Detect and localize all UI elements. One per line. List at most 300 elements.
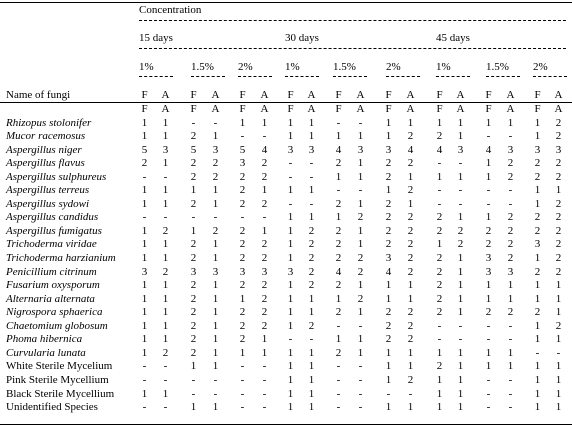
- value-cell: 1: [457, 306, 464, 319]
- value-cell: 2: [436, 292, 443, 305]
- value-cell: -: [262, 387, 267, 400]
- value-cell: 1: [555, 184, 562, 197]
- value-cell: 2: [212, 170, 219, 183]
- value-cell: 2: [190, 346, 197, 359]
- value-cell: 1: [357, 224, 364, 237]
- value-cell: 1: [457, 265, 464, 278]
- concentration-underline: [436, 76, 470, 77]
- value-cell: 1: [287, 224, 294, 237]
- fa-header-cell: A: [356, 89, 365, 101]
- value-cell: 1: [212, 401, 219, 414]
- value-cell: 2: [239, 170, 246, 183]
- value-cell: 1: [555, 387, 562, 400]
- value-cell: 2: [308, 319, 315, 332]
- fa-header-cell: F: [239, 89, 246, 101]
- value-cell: 2: [190, 279, 197, 292]
- fungus-name: Alternaria alternata: [6, 292, 95, 305]
- value-cell: -: [437, 197, 442, 210]
- value-cell: 1: [436, 401, 443, 414]
- value-cell: 2: [357, 265, 364, 278]
- value-cell: 2: [534, 211, 541, 224]
- value-cell: 5: [141, 143, 148, 156]
- value-cell: 1: [457, 279, 464, 292]
- value-cell: 1: [308, 387, 315, 400]
- value-cell: 1: [308, 346, 315, 359]
- table-row: [0, 347, 572, 361]
- value-cell: 1: [485, 211, 492, 224]
- value-cell: 1: [287, 306, 294, 319]
- value-cell: -: [437, 333, 442, 346]
- value-cell: 1: [436, 387, 443, 400]
- value-cell: 3: [457, 143, 464, 156]
- value-cell: -: [386, 387, 391, 400]
- fungus-name: Aspergillus niger: [6, 143, 82, 156]
- value-cell: 1: [485, 157, 492, 170]
- value-cell: 2: [190, 238, 197, 251]
- value-cell: 4: [335, 265, 342, 278]
- value-cell: 1: [507, 292, 514, 305]
- value-cell: 1: [190, 224, 197, 237]
- value-cell: 1: [385, 292, 392, 305]
- value-cell: 2: [436, 211, 443, 224]
- value-cell: 1: [357, 197, 364, 210]
- value-cell: 1: [141, 238, 148, 251]
- value-cell: 3: [507, 143, 514, 156]
- value-cell: 1: [239, 292, 246, 305]
- value-cell: 1: [357, 346, 364, 359]
- value-cell: -: [458, 319, 463, 332]
- fa-subheader-cell: A: [456, 103, 465, 115]
- fungus-name: Penicillium citrinum: [6, 265, 97, 278]
- value-cell: 1: [555, 401, 562, 414]
- fa-subheader-cell: F: [335, 103, 342, 115]
- value-cell: 3: [385, 143, 392, 156]
- value-cell: -: [486, 373, 491, 386]
- value-cell: 1: [190, 401, 197, 414]
- value-cell: 1: [357, 306, 364, 319]
- value-cell: -: [240, 373, 245, 386]
- value-cell: 1: [555, 279, 562, 292]
- value-cell: 1: [287, 211, 294, 224]
- concentration-underline: [285, 76, 319, 77]
- table-row: [0, 252, 572, 266]
- value-cell: 1: [287, 373, 294, 386]
- value-cell: 2: [212, 157, 219, 170]
- value-cell: -: [486, 387, 491, 400]
- value-cell: 1: [287, 346, 294, 359]
- value-cell: 1: [141, 333, 148, 346]
- value-cell: -: [508, 401, 513, 414]
- value-cell: 1: [534, 319, 541, 332]
- value-cell: 2: [261, 306, 268, 319]
- value-cell: 1: [485, 292, 492, 305]
- fa-subheader-cell: F: [436, 103, 443, 115]
- period-15-days: 15 days: [139, 32, 173, 44]
- value-cell: 1: [162, 238, 169, 251]
- value-cell: 1: [457, 387, 464, 400]
- fungus-name: Nigrospora sphaerica: [6, 306, 103, 319]
- table-row: [0, 130, 572, 144]
- value-cell: 1: [407, 401, 414, 414]
- value-cell: -: [556, 346, 561, 359]
- value-cell: -: [191, 116, 196, 129]
- value-cell: -: [142, 211, 147, 224]
- value-cell: 3: [507, 265, 514, 278]
- value-cell: 1: [385, 401, 392, 414]
- value-cell: 4: [261, 143, 268, 156]
- value-cell: 1: [457, 170, 464, 183]
- value-cell: -: [535, 346, 540, 359]
- concentration-underline: [533, 76, 567, 77]
- value-cell: 2: [239, 197, 246, 210]
- value-cell: 1: [141, 184, 148, 197]
- value-cell: 2: [436, 130, 443, 143]
- value-cell: 4: [407, 143, 414, 156]
- fa-subheader-cell: A: [554, 103, 563, 115]
- fa-header-cell: A: [506, 89, 515, 101]
- value-cell: -: [336, 373, 341, 386]
- value-cell: 2: [407, 306, 414, 319]
- value-cell: 1: [534, 401, 541, 414]
- value-cell: 1: [212, 346, 219, 359]
- value-cell: -: [508, 333, 513, 346]
- value-cell: 1: [261, 224, 268, 237]
- value-cell: 1: [555, 333, 562, 346]
- value-cell: 1: [239, 116, 246, 129]
- value-cell: 1: [308, 292, 315, 305]
- value-cell: 3: [485, 252, 492, 264]
- value-cell: 1: [162, 319, 169, 332]
- value-cell: -: [240, 211, 245, 224]
- table-row: [0, 211, 572, 225]
- value-cell: -: [288, 170, 293, 183]
- value-cell: -: [437, 157, 442, 170]
- value-cell: -: [191, 373, 196, 386]
- value-cell: -: [191, 211, 196, 224]
- value-cell: 1: [534, 373, 541, 386]
- value-cell: -: [336, 184, 341, 197]
- name-column-header: Name of fungi: [6, 89, 71, 101]
- value-cell: 1: [357, 170, 364, 183]
- value-cell: -: [163, 170, 168, 183]
- concentration-underline: [139, 20, 566, 21]
- value-cell: 1: [485, 170, 492, 183]
- fungus-name: Unidentified Species: [6, 401, 98, 414]
- value-cell: 1: [534, 387, 541, 400]
- value-cell: 2: [335, 224, 342, 237]
- fa-header-cell: F: [385, 89, 392, 101]
- value-cell: 2: [335, 346, 342, 359]
- value-cell: 2: [555, 265, 562, 278]
- concentration-underline: [333, 76, 367, 77]
- value-cell: -: [358, 401, 363, 414]
- value-cell: -: [240, 360, 245, 373]
- value-cell: 1: [287, 116, 294, 129]
- value-cell: 2: [485, 306, 492, 319]
- fa-header-cell: A: [260, 89, 269, 101]
- period-30-days: 30 days: [285, 32, 319, 44]
- fungus-name: Aspergillus candidus: [6, 211, 99, 224]
- value-cell: 1: [335, 170, 342, 183]
- value-cell: 2: [507, 157, 514, 170]
- table-row: [0, 198, 572, 212]
- value-cell: 2: [407, 265, 414, 278]
- fa-subheader-cell: A: [260, 103, 269, 115]
- value-cell: 1: [385, 346, 392, 359]
- fa-header-cell: A: [307, 89, 316, 101]
- value-cell: -: [486, 197, 491, 210]
- fa-subheader-cell: F: [141, 103, 148, 115]
- value-cell: 5: [190, 143, 197, 156]
- value-cell: 1: [357, 279, 364, 292]
- value-cell: 1: [141, 346, 148, 359]
- value-cell: 1: [534, 130, 541, 143]
- value-cell: 2: [261, 279, 268, 292]
- value-cell: 1: [507, 360, 514, 373]
- value-cell: 1: [357, 157, 364, 170]
- fa-header-cell: A: [554, 89, 563, 101]
- fa-header-cell: A: [161, 89, 170, 101]
- value-cell: 2: [190, 130, 197, 143]
- value-cell: 1: [287, 401, 294, 414]
- value-cell: 1: [287, 292, 294, 305]
- value-cell: 2: [436, 306, 443, 319]
- value-cell: 1: [335, 130, 342, 143]
- value-cell: 2: [261, 157, 268, 170]
- value-cell: 2: [534, 157, 541, 170]
- table-row: [0, 306, 572, 320]
- value-cell: -: [309, 170, 314, 183]
- value-cell: -: [358, 184, 363, 197]
- value-cell: 1: [407, 292, 414, 305]
- value-cell: 1: [212, 238, 219, 251]
- value-cell: 2: [555, 170, 562, 183]
- fa-subheader-cell: A: [307, 103, 316, 115]
- value-cell: 2: [385, 319, 392, 332]
- value-cell: 2: [436, 279, 443, 292]
- concentration-1pct: 1%: [285, 61, 300, 73]
- fungus-name: Chaetomium globosum: [6, 319, 108, 332]
- value-cell: -: [142, 401, 147, 414]
- value-cell: -: [508, 387, 513, 400]
- concentration-1pct: 1%: [139, 61, 154, 73]
- table-row: [0, 360, 572, 374]
- bottom-rule: [0, 424, 572, 425]
- value-cell: 1: [141, 279, 148, 292]
- value-cell: 3: [534, 238, 541, 251]
- value-cell: 3: [141, 265, 148, 278]
- value-cell: 1: [485, 346, 492, 359]
- value-cell: 2: [190, 252, 197, 264]
- value-cell: 2: [357, 292, 364, 305]
- value-cell: 1: [287, 184, 294, 197]
- value-cell: 2: [190, 306, 197, 319]
- value-cell: -: [213, 211, 218, 224]
- value-cell: -: [358, 387, 363, 400]
- value-cell: 1: [335, 333, 342, 346]
- concentration-underline: [139, 76, 173, 77]
- value-cell: 2: [261, 197, 268, 210]
- value-cell: 1: [534, 279, 541, 292]
- fungus-name: Black Sterile Mycellium: [6, 387, 115, 400]
- value-cell: -: [486, 184, 491, 197]
- value-cell: 1: [141, 197, 148, 210]
- value-cell: 2: [239, 279, 246, 292]
- value-cell: 3: [261, 265, 268, 278]
- value-cell: 2: [407, 238, 414, 251]
- table-row: [0, 171, 572, 185]
- value-cell: -: [358, 373, 363, 386]
- value-cell: 2: [385, 157, 392, 170]
- concentration-2pct: 2%: [533, 61, 548, 73]
- value-cell: -: [163, 360, 168, 373]
- value-cell: -: [358, 360, 363, 373]
- value-cell: 2: [385, 238, 392, 251]
- value-cell: 2: [407, 252, 414, 264]
- value-cell: 1: [261, 116, 268, 129]
- value-cell: 2: [457, 238, 464, 251]
- value-cell: 2: [308, 279, 315, 292]
- concentration-label: Concentration: [139, 4, 202, 16]
- value-cell: 1: [190, 360, 197, 373]
- value-cell: -: [309, 333, 314, 346]
- value-cell: 3: [287, 143, 294, 156]
- value-cell: 1: [141, 319, 148, 332]
- value-cell: 1: [555, 292, 562, 305]
- value-cell: 2: [385, 306, 392, 319]
- value-cell: 1: [141, 306, 148, 319]
- value-cell: 2: [141, 157, 148, 170]
- value-cell: 1: [555, 306, 562, 319]
- value-cell: 2: [162, 346, 169, 359]
- value-cell: 3: [357, 143, 364, 156]
- fa-header-cell: A: [406, 89, 415, 101]
- value-cell: -: [262, 211, 267, 224]
- value-cell: 2: [162, 224, 169, 237]
- value-cell: -: [486, 319, 491, 332]
- value-cell: 1: [162, 184, 169, 197]
- value-cell: 1: [385, 279, 392, 292]
- value-cell: 1: [534, 197, 541, 210]
- value-cell: -: [262, 360, 267, 373]
- value-cell: 2: [308, 252, 315, 264]
- fa-subheader-cell: F: [287, 103, 294, 115]
- fa-header-cell: F: [436, 89, 443, 101]
- value-cell: 2: [261, 252, 268, 264]
- fungus-name: Rhizopus stolonifer: [6, 116, 92, 129]
- value-cell: -: [508, 130, 513, 143]
- value-cell: 3: [555, 143, 562, 156]
- value-cell: 2: [436, 265, 443, 278]
- value-cell: 2: [555, 211, 562, 224]
- table-row: [0, 374, 572, 388]
- value-cell: -: [262, 401, 267, 414]
- value-cell: 2: [436, 224, 443, 237]
- value-cell: 2: [385, 170, 392, 183]
- value-cell: -: [213, 387, 218, 400]
- value-cell: 1: [190, 184, 197, 197]
- value-cell: 1: [534, 252, 541, 264]
- value-cell: 2: [407, 319, 414, 332]
- value-cell: 2: [335, 252, 342, 264]
- value-cell: -: [262, 130, 267, 143]
- value-cell: -: [309, 197, 314, 210]
- value-cell: 1: [534, 333, 541, 346]
- value-cell: -: [213, 116, 218, 129]
- value-cell: 1: [555, 360, 562, 373]
- value-cell: 1: [436, 346, 443, 359]
- value-cell: 2: [239, 306, 246, 319]
- value-cell: 2: [457, 224, 464, 237]
- value-cell: 1: [261, 346, 268, 359]
- value-cell: 1: [162, 333, 169, 346]
- value-cell: 1: [141, 252, 148, 264]
- value-cell: -: [358, 116, 363, 129]
- value-cell: 2: [407, 373, 414, 386]
- fa-subheader-cell: F: [190, 103, 197, 115]
- value-cell: 1: [287, 238, 294, 251]
- fa-subheader-cell: A: [406, 103, 415, 115]
- fungus-name: White Sterile Mycelium: [6, 360, 113, 373]
- value-cell: 2: [485, 224, 492, 237]
- value-cell: -: [458, 333, 463, 346]
- value-cell: 2: [534, 265, 541, 278]
- value-cell: 2: [555, 157, 562, 170]
- value-cell: -: [163, 211, 168, 224]
- value-cell: 2: [555, 319, 562, 332]
- value-cell: -: [213, 373, 218, 386]
- value-cell: 1: [141, 224, 148, 237]
- value-cell: 2: [507, 252, 514, 264]
- value-cell: 3: [212, 143, 219, 156]
- value-cell: 2: [555, 197, 562, 210]
- value-cell: 2: [190, 319, 197, 332]
- concentration-1-5pct: 1.5%: [486, 61, 509, 73]
- table-row: [0, 388, 572, 402]
- table-row: [0, 117, 572, 131]
- value-cell: 1: [436, 238, 443, 251]
- value-cell: 1: [308, 306, 315, 319]
- value-cell: 4: [385, 265, 392, 278]
- value-cell: 1: [457, 360, 464, 373]
- value-cell: 1: [212, 184, 219, 197]
- value-cell: 1: [457, 116, 464, 129]
- value-cell: 1: [287, 387, 294, 400]
- value-cell: -: [336, 387, 341, 400]
- value-cell: 2: [534, 170, 541, 183]
- value-cell: 3: [287, 265, 294, 278]
- value-cell: -: [288, 333, 293, 346]
- value-cell: 1: [308, 130, 315, 143]
- fa-subheader-cell: A: [356, 103, 365, 115]
- fa-header-cell: F: [287, 89, 294, 101]
- value-cell: 1: [436, 373, 443, 386]
- value-cell: 2: [385, 333, 392, 346]
- value-cell: 1: [162, 116, 169, 129]
- value-cell: 1: [407, 360, 414, 373]
- value-cell: 2: [308, 265, 315, 278]
- value-cell: 1: [162, 279, 169, 292]
- value-cell: -: [191, 387, 196, 400]
- value-cell: 1: [287, 279, 294, 292]
- table-row: [0, 279, 572, 293]
- value-cell: 1: [457, 401, 464, 414]
- value-cell: 1: [335, 211, 342, 224]
- value-cell: 1: [357, 333, 364, 346]
- value-cell: 1: [287, 252, 294, 264]
- value-cell: -: [240, 387, 245, 400]
- value-cell: 3: [534, 143, 541, 156]
